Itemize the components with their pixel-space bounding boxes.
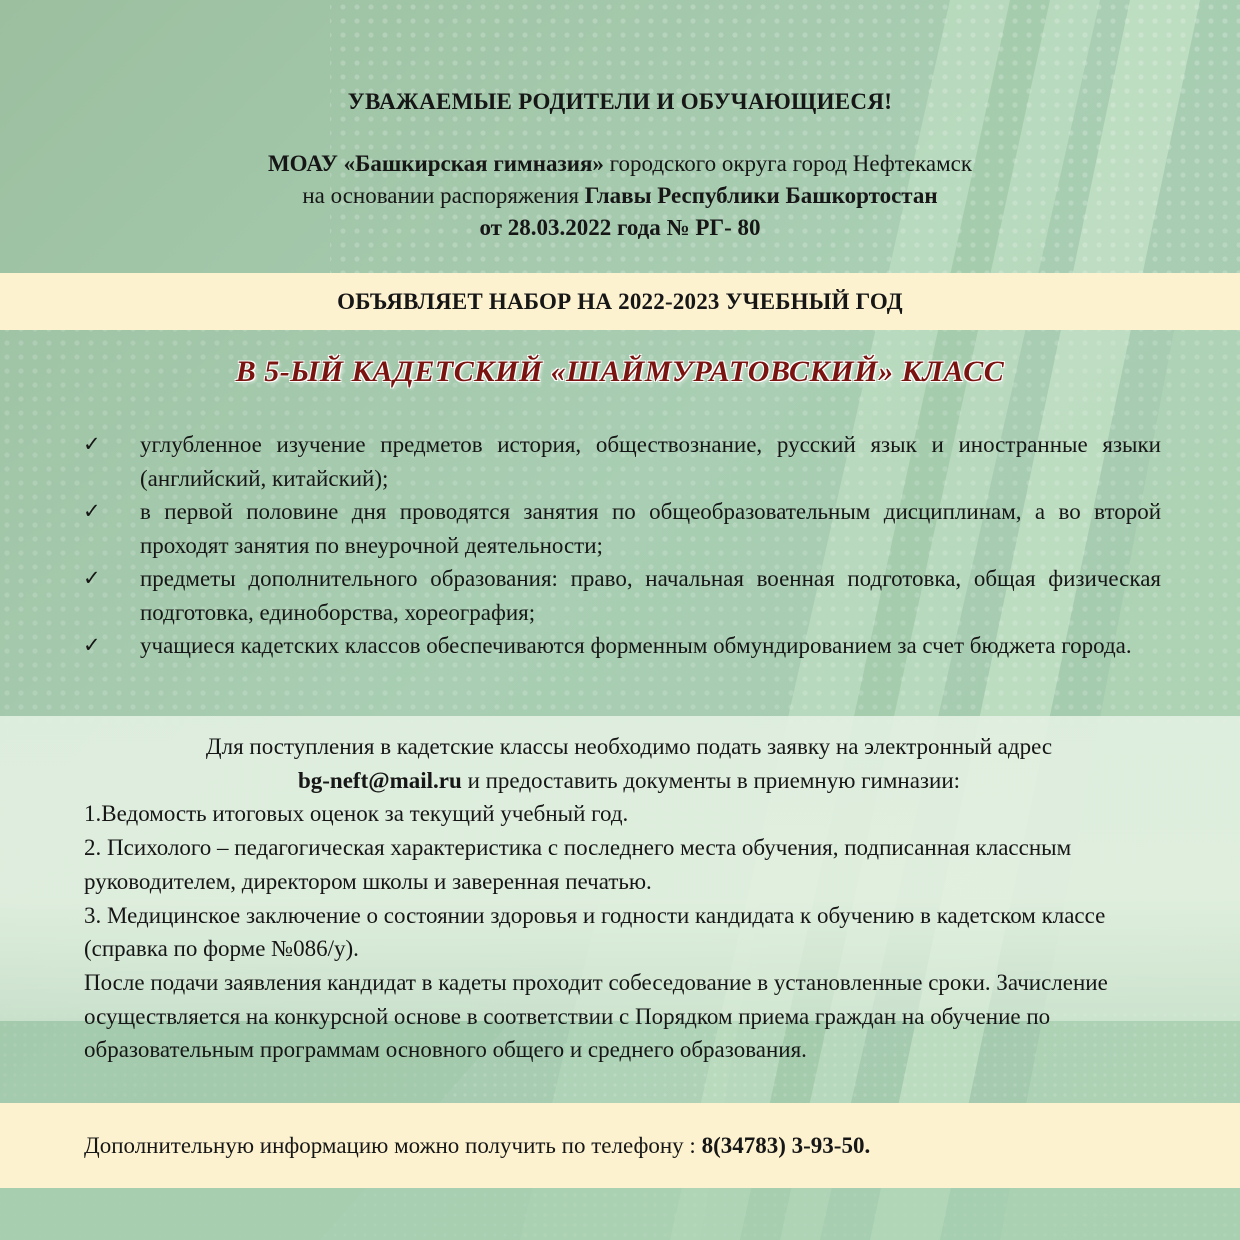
school-name: МОАУ «Башкирская гимназия» <box>267 151 604 176</box>
document-1: 1.Ведомость итоговых оценок за текущий учебный год. <box>84 801 629 827</box>
list-item <box>83 562 1161 629</box>
email-address[interactable]: bg-neft@mail.ru <box>297 767 462 793</box>
phone-number[interactable]: 8(34783) 3-93-50. <box>701 1132 871 1158</box>
announcement-band <box>0 273 1240 330</box>
school-line <box>0 148 1240 180</box>
basis-line <box>0 180 1240 212</box>
checkmark-icon: ✓ <box>83 432 101 456</box>
decree-line: от 28.03.2022 года № РГ- 80 <box>479 215 761 240</box>
announcement-text: ОБЪЯВЛЯЕТ НАБОР НА 2022-2023 УЧЕБНЫЙ ГОД <box>337 288 903 314</box>
application-text <box>84 730 1174 1067</box>
list-item <box>83 428 1161 495</box>
benefits-list <box>0 428 1240 663</box>
contact-text: Дополнительную информацию можно получить по телефону : <box>84 1132 702 1158</box>
list-item <box>83 629 1161 663</box>
basis-authority: Главы Республики Башкортостан <box>584 183 938 208</box>
list-item <box>83 495 1161 562</box>
document-2: 2. Психолого – педагогическая характеристика с последнего места обучения, подписанная классным руководителем, директором школы и заверенная печатью. <box>84 835 1072 894</box>
checkmark-icon: ✓ <box>83 566 101 590</box>
docs-intro: и предоставить документы в приемную гимназии: <box>461 767 961 793</box>
school-location: городского округа город Нефтекамск <box>603 151 973 176</box>
header <box>0 86 1240 244</box>
list-item-text: углубленное изучение предметов история, обществознание, русский язык и иностранные языки (английский, китайский); <box>140 432 1161 491</box>
procedure-text: После подачи заявления кандидат в кадеты проходит собеседование в установленные сроки. Зачисление осуществляется на конкурсной основе в соответствии с Порядком приема граждан на обучение по образовательным программам основного общего и среднего образования. <box>84 969 1108 1063</box>
class-title: В 5-ЫЙ КАДЕТСКИЙ «ШАЙМУРАТОВСКИЙ» КЛАСС <box>235 355 1005 388</box>
basis-prefix: на основании распоряжения <box>302 183 585 208</box>
list-item-text: учащиеся кадетских классов обеспечиваются форменным обмундированием за счет бюджета города. <box>140 633 1132 658</box>
contact-line <box>0 1133 870 1159</box>
email-line <box>84 764 1174 798</box>
checkmark-icon: ✓ <box>83 499 101 523</box>
list-item-text: в первой половине дня проводятся занятия по общеобразовательным дисциплинам, а во второй проходят занятия по внеурочной деятельности; <box>140 499 1161 558</box>
list-item-text: предметы дополнительного образования: право, начальная военная подготовка, общая физическая подготовка, единоборства, хореография; <box>140 566 1161 625</box>
checkmark-icon: ✓ <box>83 633 101 657</box>
greeting-heading: УВАЖАЕМЫЕ РОДИТЕЛИ И ОБУЧАЮЩИЕСЯ! <box>347 89 893 114</box>
application-intro: Для поступления в кадетские классы необходимо подать заявку на электронный адрес <box>205 734 1053 759</box>
document-3: 3. Медицинское заключение о состоянии здоровья и годности кандидата к обучению в кадетском классе (справка по форме №086/у). <box>84 902 1106 962</box>
contact-band <box>0 1103 1240 1188</box>
